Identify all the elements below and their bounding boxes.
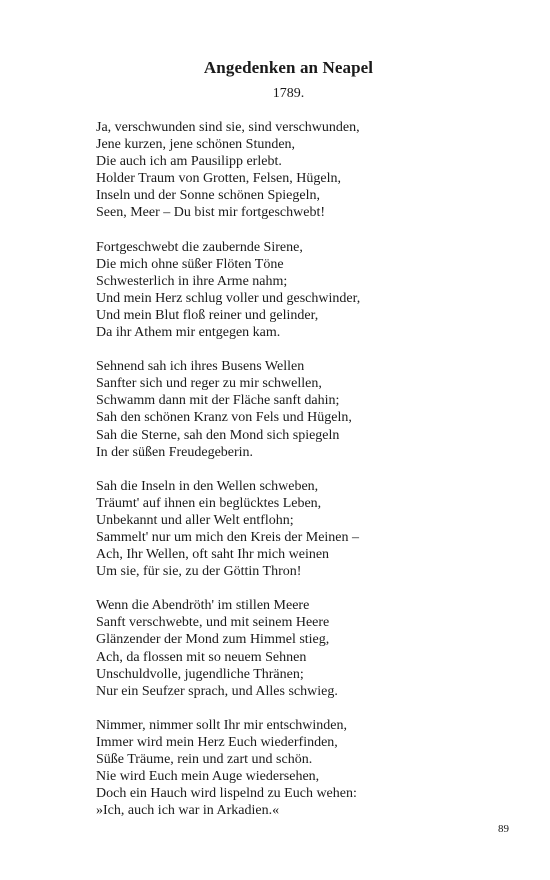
stanza	[96, 717, 476, 820]
stanza	[96, 119, 476, 222]
poem-line: Schwamm dann mit der Fläche sanft dahin;	[96, 393, 340, 409]
poem-line: Sah den schönen Kranz von Fels und Hügeln,	[96, 410, 352, 426]
poem-line: Um sie, für sie, zu der Göttin Thron!	[96, 564, 302, 580]
poem-line: Die mich ohne süßer Flöten Töne	[96, 256, 284, 272]
stanza	[96, 478, 476, 581]
poem-line: Träumt' auf ihnen ein beglücktes Leben,	[96, 495, 322, 511]
poem-line: Unbekannt und aller Welt entflohn;	[96, 512, 294, 528]
poem-line: Holder Traum von Grotten, Felsen, Hügeln,	[96, 171, 341, 187]
poem-title: Angedenken an Neapel	[203, 58, 374, 77]
poem-line: Schwesterlich in ihre Arme nahm;	[96, 273, 288, 289]
poem-line: Seen, Meer – Du bist mir fortgeschwebt!	[96, 205, 325, 221]
poem-line: Nie wird Euch mein Auge wiedersehen,	[96, 769, 320, 785]
poem-line: Da ihr Athem mir entgegen kam.	[96, 325, 281, 341]
page-number: 89	[498, 823, 509, 835]
poem-line: Sah die Inseln in den Wellen schweben,	[96, 478, 319, 494]
poem-line: Sehnend sah ich ihres Busens Wellen	[96, 359, 305, 375]
poem-line: Die auch ich am Pausilipp erlebt.	[96, 154, 282, 170]
stanza	[96, 597, 476, 700]
poem-line: Doch ein Hauch wird lispelnd zu Euch wehen:	[96, 786, 357, 802]
poem-line: Jene kurzen, jene schönen Stunden,	[96, 137, 296, 153]
poem-line: Glänzender der Mond zum Himmel stieg,	[96, 632, 330, 648]
poem-line: Inseln und der Sonne schönen Spiegeln,	[96, 188, 320, 204]
poem-line: Ach, da flossen mit so neuem Sehnen	[96, 649, 307, 665]
poem-line: Sanft verschwebte, und mit seinem Heere	[96, 615, 330, 631]
poem-line: Süße Träume, rein und zart und schön.	[96, 752, 313, 767]
poem-line: Nur ein Seufzer sprach, und Alles schwieg.	[96, 683, 338, 699]
stanza	[96, 239, 476, 342]
poem-line: Unschuldvolle, jugendliche Thränen;	[96, 666, 304, 682]
poem-line: Und mein Herz schlug voller und geschwinder,	[96, 290, 361, 306]
poem-line: Wenn die Abendröth' im stillen Meere	[96, 598, 310, 614]
poem-year: 1789.	[272, 86, 305, 101]
poem-line: Ach, Ihr Wellen, oft saht Ihr mich weinen	[96, 547, 330, 563]
poem-line: Ja, verschwunden sind sie, sind verschwunden,	[96, 120, 360, 135]
poem-line: »Ich, auch ich war in Arkadien.«	[96, 803, 280, 819]
poem-line: Fortgeschwebt die zaubernde Sirene,	[96, 239, 303, 255]
poem-line: Sanfter sich und reger zu mir schwellen,	[96, 376, 322, 392]
stanza	[96, 358, 476, 461]
poem-line: Immer wird mein Herz Euch wiederfinden,	[96, 734, 338, 750]
poem-line: Sah die Sterne, sah den Mond sich spiegeln	[96, 427, 340, 443]
poem-body	[96, 119, 476, 819]
poem-line: In der süßen Freudegeberin.	[96, 444, 254, 460]
poem-line: Sammelt' nur um mich den Kreis der Meinen –	[96, 529, 360, 545]
poem-line: Und mein Blut floß reiner und gelinder,	[96, 307, 319, 323]
poem-line: Nimmer, nimmer sollt Ihr mir entschwinden,	[96, 717, 348, 733]
